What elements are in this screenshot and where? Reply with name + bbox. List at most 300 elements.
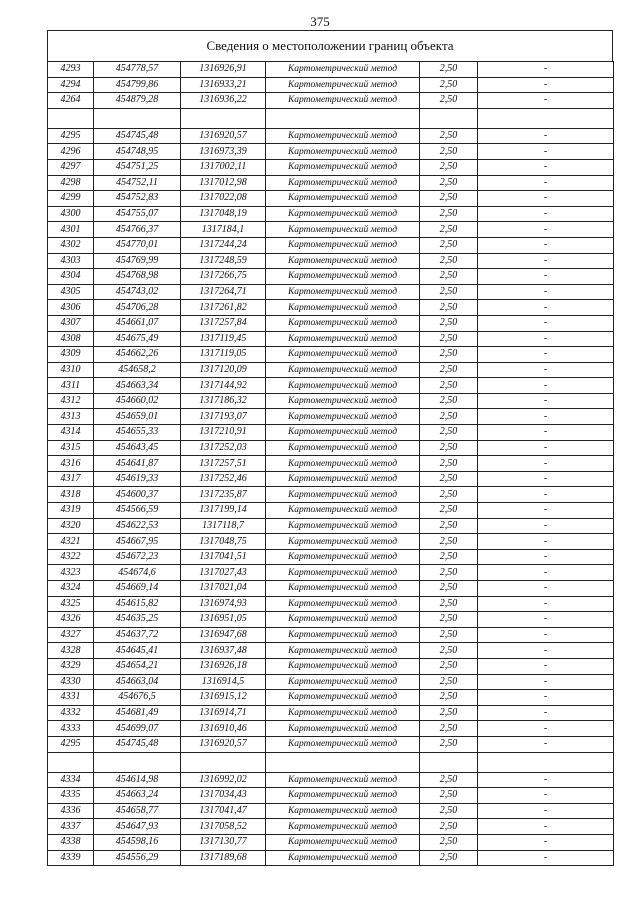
table-row [48, 549, 614, 565]
table-row [48, 269, 614, 285]
method-cell: Картометрический метод [266, 144, 420, 160]
method-cell: Картометрический метод [266, 175, 420, 191]
method-cell: Картометрический метод [266, 772, 420, 788]
accuracy-cell: 2,50 [420, 736, 478, 752]
x-coordinate-cell: 454661,07 [94, 315, 181, 331]
table-row [48, 128, 614, 144]
y-coordinate-cell: 1317186,32 [181, 393, 266, 409]
method-cell: Картометрический метод [266, 487, 420, 503]
point-number-cell: 4333 [48, 721, 94, 737]
y-coordinate-cell: 1317021,04 [181, 581, 266, 597]
description-cell: - [478, 393, 614, 409]
description-cell: - [478, 788, 614, 804]
x-coordinate-cell: 454647,93 [94, 819, 181, 835]
x-coordinate-cell: 454752,83 [94, 191, 181, 207]
description-cell: - [478, 159, 614, 175]
y-coordinate-cell: 1317235,87 [181, 487, 266, 503]
description-cell: - [478, 487, 614, 503]
point-number-cell: 4298 [48, 175, 94, 191]
description-cell: - [478, 721, 614, 737]
group-separator-row [48, 108, 614, 128]
table-row [48, 518, 614, 534]
x-coordinate-cell: 454614,98 [94, 772, 181, 788]
point-number-cell: 4307 [48, 315, 94, 331]
description-cell: - [478, 549, 614, 565]
description-cell: - [478, 612, 614, 628]
table-row [48, 487, 614, 503]
accuracy-cell: 2,50 [420, 362, 478, 378]
table-row [48, 222, 614, 238]
table-row [48, 834, 614, 850]
table-row [48, 596, 614, 612]
table-row [48, 393, 614, 409]
point-number-cell: 4317 [48, 471, 94, 487]
x-coordinate-cell: 454699,07 [94, 721, 181, 737]
accuracy-cell: 2,50 [420, 549, 478, 565]
y-coordinate-cell: 1317210,91 [181, 425, 266, 441]
method-cell: Картометрический метод [266, 440, 420, 456]
x-coordinate-cell: 454660,02 [94, 393, 181, 409]
accuracy-cell: 2,50 [420, 77, 478, 93]
y-coordinate-cell: 1317048,19 [181, 206, 266, 222]
y-coordinate-cell: 1317130,77 [181, 834, 266, 850]
description-cell: - [478, 315, 614, 331]
description-cell: - [478, 62, 614, 78]
y-coordinate-cell: 1316920,57 [181, 736, 266, 752]
method-cell: Картометрический метод [266, 409, 420, 425]
point-number-cell: 4322 [48, 549, 94, 565]
accuracy-cell: 2,50 [420, 347, 478, 363]
y-coordinate-cell: 1316920,57 [181, 128, 266, 144]
accuracy-cell: 2,50 [420, 803, 478, 819]
description-cell: - [478, 674, 614, 690]
accuracy-cell: 2,50 [420, 269, 478, 285]
description-cell: - [478, 819, 614, 835]
description-cell: - [478, 77, 614, 93]
method-cell: Картометрический метод [266, 705, 420, 721]
point-number-cell: 4303 [48, 253, 94, 269]
table-row [48, 772, 614, 788]
y-coordinate-cell: 1317252,46 [181, 471, 266, 487]
method-cell: Картометрический метод [266, 643, 420, 659]
table-title: Сведения о местоположении границ объекта [47, 30, 613, 61]
accuracy-cell: 2,50 [420, 503, 478, 519]
point-number-cell: 4316 [48, 456, 94, 472]
description-cell: - [478, 362, 614, 378]
description-cell: - [478, 456, 614, 472]
accuracy-cell: 2,50 [420, 721, 478, 737]
point-number-cell: 4300 [48, 206, 94, 222]
point-number-cell: 4312 [48, 393, 94, 409]
x-coordinate-cell: 454743,02 [94, 284, 181, 300]
method-cell: Картометрический метод [266, 93, 420, 109]
description-cell: - [478, 269, 614, 285]
x-coordinate-cell: 454751,25 [94, 159, 181, 175]
point-number-cell: 4332 [48, 705, 94, 721]
y-coordinate-cell: 1316992,02 [181, 772, 266, 788]
point-number-cell: 4326 [48, 612, 94, 628]
accuracy-cell: 2,50 [420, 440, 478, 456]
method-cell: Картометрический метод [266, 425, 420, 441]
description-cell: - [478, 440, 614, 456]
accuracy-cell: 2,50 [420, 175, 478, 191]
description-cell: - [478, 471, 614, 487]
method-cell: Картометрический метод [266, 284, 420, 300]
y-coordinate-cell: 1317189,68 [181, 850, 266, 866]
table-row [48, 456, 614, 472]
point-number-cell: 4338 [48, 834, 94, 850]
point-number-cell: 4309 [48, 347, 94, 363]
empty-cell [266, 108, 420, 128]
point-number-cell: 4297 [48, 159, 94, 175]
method-cell: Картометрический метод [266, 77, 420, 93]
empty-cell [478, 752, 614, 772]
accuracy-cell: 2,50 [420, 159, 478, 175]
accuracy-cell: 2,50 [420, 487, 478, 503]
method-cell: Картометрический метод [266, 62, 420, 78]
point-number-cell: 4314 [48, 425, 94, 441]
description-cell: - [478, 128, 614, 144]
method-cell: Картометрический метод [266, 237, 420, 253]
point-number-cell: 4325 [48, 596, 94, 612]
empty-cell [94, 752, 181, 772]
table-row [48, 581, 614, 597]
y-coordinate-cell: 1316947,68 [181, 627, 266, 643]
x-coordinate-cell: 454799,86 [94, 77, 181, 93]
point-number-cell: 4319 [48, 503, 94, 519]
description-cell: - [478, 834, 614, 850]
table-row [48, 175, 614, 191]
description-cell: - [478, 705, 614, 721]
y-coordinate-cell: 1317048,75 [181, 534, 266, 550]
empty-cell [181, 108, 266, 128]
description-cell: - [478, 206, 614, 222]
method-cell: Картометрический метод [266, 690, 420, 706]
empty-cell [420, 752, 478, 772]
y-coordinate-cell: 1317184,1 [181, 222, 266, 238]
x-coordinate-cell: 454635,25 [94, 612, 181, 628]
description-cell: - [478, 222, 614, 238]
x-coordinate-cell: 454675,49 [94, 331, 181, 347]
point-number-cell: 4329 [48, 658, 94, 674]
accuracy-cell: 2,50 [420, 834, 478, 850]
table-row [48, 658, 614, 674]
method-cell: Картометрический метод [266, 331, 420, 347]
y-coordinate-cell: 1316936,22 [181, 93, 266, 109]
method-cell: Картометрический метод [266, 721, 420, 737]
table-row [48, 803, 614, 819]
method-cell: Картометрический метод [266, 850, 420, 866]
table-row [48, 362, 614, 378]
x-coordinate-cell: 454748,95 [94, 144, 181, 160]
y-coordinate-cell: 1317257,84 [181, 315, 266, 331]
point-number-cell: 4318 [48, 487, 94, 503]
description-cell: - [478, 658, 614, 674]
accuracy-cell: 2,50 [420, 456, 478, 472]
accuracy-cell: 2,50 [420, 93, 478, 109]
empty-cell [478, 108, 614, 128]
point-number-cell: 4311 [48, 378, 94, 394]
y-coordinate-cell: 1316973,39 [181, 144, 266, 160]
accuracy-cell: 2,50 [420, 393, 478, 409]
boundary-points-table [47, 61, 614, 866]
y-coordinate-cell: 1317119,05 [181, 347, 266, 363]
method-cell: Картометрический метод [266, 581, 420, 597]
description-cell: - [478, 191, 614, 207]
y-coordinate-cell: 1316926,91 [181, 62, 266, 78]
accuracy-cell: 2,50 [420, 237, 478, 253]
y-coordinate-cell: 1317022,08 [181, 191, 266, 207]
accuracy-cell: 2,50 [420, 300, 478, 316]
x-coordinate-cell: 454619,33 [94, 471, 181, 487]
table-row [48, 819, 614, 835]
table-row [48, 62, 614, 78]
y-coordinate-cell: 1316926,18 [181, 658, 266, 674]
accuracy-cell: 2,50 [420, 191, 478, 207]
description-cell: - [478, 300, 614, 316]
group-separator-row [48, 752, 614, 772]
table-row [48, 565, 614, 581]
table-row [48, 425, 614, 441]
x-coordinate-cell: 454556,29 [94, 850, 181, 866]
x-coordinate-cell: 454745,48 [94, 736, 181, 752]
y-coordinate-cell: 1317257,51 [181, 456, 266, 472]
method-cell: Картометрический метод [266, 503, 420, 519]
point-number-cell: 4305 [48, 284, 94, 300]
accuracy-cell: 2,50 [420, 643, 478, 659]
description-cell: - [478, 736, 614, 752]
y-coordinate-cell: 1316933,21 [181, 77, 266, 93]
y-coordinate-cell: 1317041,51 [181, 549, 266, 565]
point-number-cell: 4296 [48, 144, 94, 160]
x-coordinate-cell: 454663,24 [94, 788, 181, 804]
accuracy-cell: 2,50 [420, 128, 478, 144]
empty-cell [48, 108, 94, 128]
x-coordinate-cell: 454755,07 [94, 206, 181, 222]
method-cell: Картометрический метод [266, 393, 420, 409]
table-row [48, 253, 614, 269]
method-cell: Картометрический метод [266, 159, 420, 175]
x-coordinate-cell: 454766,37 [94, 222, 181, 238]
description-cell: - [478, 643, 614, 659]
point-number-cell: 4293 [48, 62, 94, 78]
point-number-cell: 4295 [48, 736, 94, 752]
description-cell: - [478, 503, 614, 519]
table-row [48, 144, 614, 160]
description-cell: - [478, 347, 614, 363]
accuracy-cell: 2,50 [420, 612, 478, 628]
empty-cell [181, 752, 266, 772]
y-coordinate-cell: 1317118,7 [181, 518, 266, 534]
table-row [48, 471, 614, 487]
method-cell: Картометрический метод [266, 612, 420, 628]
accuracy-cell: 2,50 [420, 471, 478, 487]
x-coordinate-cell: 454637,72 [94, 627, 181, 643]
method-cell: Картометрический метод [266, 269, 420, 285]
x-coordinate-cell: 454654,21 [94, 658, 181, 674]
x-coordinate-cell: 454672,23 [94, 549, 181, 565]
x-coordinate-cell: 454566,59 [94, 503, 181, 519]
method-cell: Картометрический метод [266, 674, 420, 690]
point-number-cell: 4336 [48, 803, 94, 819]
x-coordinate-cell: 454658,2 [94, 362, 181, 378]
point-number-cell: 4301 [48, 222, 94, 238]
y-coordinate-cell: 1317252,03 [181, 440, 266, 456]
x-coordinate-cell: 454655,33 [94, 425, 181, 441]
empty-cell [94, 108, 181, 128]
table-row [48, 503, 614, 519]
method-cell: Картометрический метод [266, 596, 420, 612]
x-coordinate-cell: 454879,28 [94, 93, 181, 109]
point-number-cell: 4337 [48, 819, 94, 835]
empty-cell [48, 752, 94, 772]
empty-cell [266, 752, 420, 772]
table-row [48, 736, 614, 752]
table-row [48, 850, 614, 866]
x-coordinate-cell: 454641,87 [94, 456, 181, 472]
y-coordinate-cell: 1317041,47 [181, 803, 266, 819]
table-row [48, 721, 614, 737]
description-cell: - [478, 331, 614, 347]
point-number-cell: 4306 [48, 300, 94, 316]
method-cell: Картометрический метод [266, 128, 420, 144]
table-row [48, 284, 614, 300]
table-row [48, 347, 614, 363]
x-coordinate-cell: 454600,37 [94, 487, 181, 503]
table-row [48, 237, 614, 253]
accuracy-cell: 2,50 [420, 581, 478, 597]
point-number-cell: 4339 [48, 850, 94, 866]
method-cell: Картометрический метод [266, 819, 420, 835]
point-number-cell: 4310 [48, 362, 94, 378]
point-number-cell: 4299 [48, 191, 94, 207]
accuracy-cell: 2,50 [420, 409, 478, 425]
table-row [48, 705, 614, 721]
x-coordinate-cell: 454598,16 [94, 834, 181, 850]
accuracy-cell: 2,50 [420, 772, 478, 788]
y-coordinate-cell: 1317120,09 [181, 362, 266, 378]
x-coordinate-cell: 454752,11 [94, 175, 181, 191]
method-cell: Картометрический метод [266, 222, 420, 238]
table-row [48, 315, 614, 331]
y-coordinate-cell: 1317034,43 [181, 788, 266, 804]
x-coordinate-cell: 454676,5 [94, 690, 181, 706]
y-coordinate-cell: 1316951,05 [181, 612, 266, 628]
accuracy-cell: 2,50 [420, 705, 478, 721]
x-coordinate-cell: 454706,28 [94, 300, 181, 316]
description-cell: - [478, 690, 614, 706]
point-number-cell: 4324 [48, 581, 94, 597]
y-coordinate-cell: 1317119,45 [181, 331, 266, 347]
x-coordinate-cell: 454778,57 [94, 62, 181, 78]
accuracy-cell: 2,50 [420, 850, 478, 866]
method-cell: Картометрический метод [266, 347, 420, 363]
point-number-cell: 4302 [48, 237, 94, 253]
y-coordinate-cell: 1316914,71 [181, 705, 266, 721]
table-row [48, 331, 614, 347]
method-cell: Картометрический метод [266, 658, 420, 674]
y-coordinate-cell: 1317027,43 [181, 565, 266, 581]
y-coordinate-cell: 1317012,98 [181, 175, 266, 191]
x-coordinate-cell: 454745,48 [94, 128, 181, 144]
method-cell: Картометрический метод [266, 549, 420, 565]
y-coordinate-cell: 1317261,82 [181, 300, 266, 316]
accuracy-cell: 2,50 [420, 658, 478, 674]
method-cell: Картометрический метод [266, 736, 420, 752]
x-coordinate-cell: 454768,98 [94, 269, 181, 285]
description-cell: - [478, 237, 614, 253]
table-row [48, 627, 614, 643]
x-coordinate-cell: 454645,41 [94, 643, 181, 659]
point-number-cell: 4327 [48, 627, 94, 643]
x-coordinate-cell: 454681,49 [94, 705, 181, 721]
method-cell: Картометрический метод [266, 534, 420, 550]
point-number-cell: 4313 [48, 409, 94, 425]
accuracy-cell: 2,50 [420, 674, 478, 690]
description-cell: - [478, 93, 614, 109]
accuracy-cell: 2,50 [420, 378, 478, 394]
accuracy-cell: 2,50 [420, 534, 478, 550]
accuracy-cell: 2,50 [420, 627, 478, 643]
page-number: 375 [310, 14, 330, 29]
method-cell: Картометрический метод [266, 253, 420, 269]
y-coordinate-cell: 1317193,07 [181, 409, 266, 425]
y-coordinate-cell: 1317264,71 [181, 284, 266, 300]
method-cell: Картометрический метод [266, 191, 420, 207]
y-coordinate-cell: 1317058,52 [181, 819, 266, 835]
method-cell: Картометрический метод [266, 300, 420, 316]
y-coordinate-cell: 1317002,11 [181, 159, 266, 175]
table-row [48, 378, 614, 394]
table-row [48, 191, 614, 207]
x-coordinate-cell: 454769,99 [94, 253, 181, 269]
table-row [48, 643, 614, 659]
method-cell: Картометрический метод [266, 834, 420, 850]
boundary-table-sheet [47, 30, 613, 866]
description-cell: - [478, 581, 614, 597]
point-number-cell: 4295 [48, 128, 94, 144]
accuracy-cell: 2,50 [420, 819, 478, 835]
accuracy-cell: 2,50 [420, 284, 478, 300]
method-cell: Картометрический метод [266, 518, 420, 534]
method-cell: Картометрический метод [266, 627, 420, 643]
x-coordinate-cell: 454659,01 [94, 409, 181, 425]
accuracy-cell: 2,50 [420, 788, 478, 804]
x-coordinate-cell: 454662,26 [94, 347, 181, 363]
y-coordinate-cell: 1316937,48 [181, 643, 266, 659]
method-cell: Картометрический метод [266, 565, 420, 581]
empty-cell [420, 108, 478, 128]
point-number-cell: 4323 [48, 565, 94, 581]
description-cell: - [478, 596, 614, 612]
method-cell: Картометрический метод [266, 206, 420, 222]
x-coordinate-cell: 454622,53 [94, 518, 181, 534]
method-cell: Картометрический метод [266, 471, 420, 487]
point-number-cell: 4264 [48, 93, 94, 109]
table-row [48, 159, 614, 175]
accuracy-cell: 2,50 [420, 690, 478, 706]
method-cell: Картометрический метод [266, 456, 420, 472]
table-row [48, 440, 614, 456]
table-row [48, 612, 614, 628]
description-cell: - [478, 284, 614, 300]
point-number-cell: 4321 [48, 534, 94, 550]
x-coordinate-cell: 454669,14 [94, 581, 181, 597]
point-number-cell: 4335 [48, 788, 94, 804]
description-cell: - [478, 378, 614, 394]
y-coordinate-cell: 1317144,92 [181, 378, 266, 394]
y-coordinate-cell: 1316910,46 [181, 721, 266, 737]
